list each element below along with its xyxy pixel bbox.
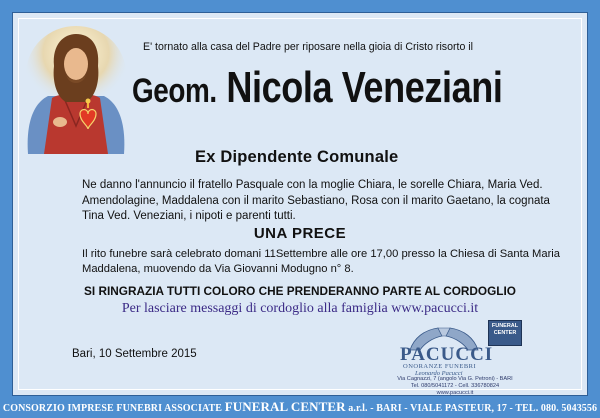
footer-left: CONSORZIO IMPRESE FUNEBRI ASSOCIATE [2, 403, 223, 414]
prayer-title: UNA PRECE [253, 225, 347, 242]
brand-signature: Leonardo Pacucci [415, 370, 463, 377]
phone-line: Tel. 080/5041172 - Cell. 336780824 [410, 382, 500, 389]
address-line: Via Cagnazzi, 7 (angolo Via G. Petroni) - BARI [397, 376, 513, 382]
footer-right: a.r.l. - BARI - VIALE PASTEUR, 17 - TEL. 080. 5043556 [348, 403, 598, 414]
funeral-details: Il rito funebre sarà celebrato domani 11Settembre alle ore 17,00 presso la Chiesa di Santa Maria Maddalena, muovendo da Via Giovanni Modugno n° 8. [82, 248, 561, 275]
brand-subtitle: ONORANZE FUNEBRI [403, 363, 477, 370]
name-prefix: Geom. [132, 72, 217, 110]
pacucci-logo [397, 318, 550, 398]
footer-center: FUNERAL CENTER [224, 399, 346, 414]
sacred-heart-image [24, 26, 128, 154]
web-line: www.pacucci.it [436, 389, 474, 396]
brand-name: PACUCCI [400, 344, 494, 365]
footer-text [0, 399, 600, 415]
name-text: Nicola Veneziani [226, 63, 503, 112]
announcement-text: Ne danno l'annuncio il fratello Pasquale con la moglie Chiara, le sorelle Chiara, Maria Ved. Amendolagine, Maddalena con il marito Sebastiano, Rosa con il marito Gaetano, la cognata Tina Ved. Veneziani, i nipoti e parenti tutti. [82, 179, 550, 222]
thanks-text: SI RINGRAZIA TUTTI COLORO CHE PRENDERANNO PARTE AL CORDOGLIO [84, 284, 516, 298]
date-text: Bari, 10 Settembre 2015 [72, 348, 197, 360]
brand-address [355, 376, 555, 396]
deceased-name [132, 64, 503, 115]
intro-text: E' tornato alla casa del Padre per riposare nella gioia di Cristo risorto il [143, 41, 474, 53]
role-title: Ex Dipendente Comunale [195, 148, 399, 166]
funeral-center-badge: FUNERAL CENTER [488, 320, 522, 346]
condolence-message: Per lasciare messaggi di cordoglio alla famiglia www.pacucci.it [121, 301, 479, 316]
